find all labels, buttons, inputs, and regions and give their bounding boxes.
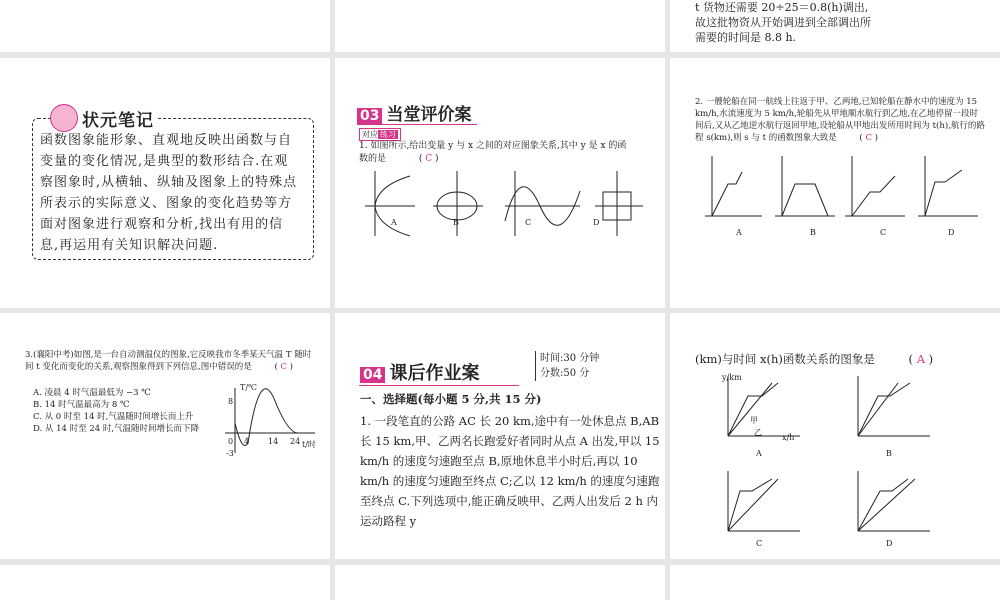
section-04-title: 04 课后作业案: [360, 359, 479, 385]
q1-option-c: C: [525, 218, 532, 227]
q2-option-d: D: [948, 228, 955, 237]
q2-option-c: C: [880, 228, 887, 237]
section-heading: 一、选择题(每小题 5 分,共 15 分): [360, 392, 542, 406]
homework-q1-graphs: [710, 371, 970, 551]
q1-option-d: D: [593, 218, 600, 227]
section-03-rule: [357, 124, 477, 125]
question-3: 3.(襄阳中考)如图,是一台自动测温仪的图象,它反映我市冬季某天气温 T 随时间 t 变化而变化的关系,观察图象得到下列信息,图中错误的是 ( C ): [25, 350, 312, 372]
graph-a-ylabel: y/km: [722, 373, 742, 382]
section-04-number: 04: [360, 367, 385, 383]
top-line-3: 需要的时间是 8.8 h.: [695, 31, 797, 44]
question-2-answer: C: [865, 133, 872, 143]
q3-tick-0: 0: [228, 437, 234, 446]
question-2: 2. 一艘轮船在同一航线上往返于甲、乙两地,已知轮船在静水中的速度为 15 km/h,水流速度为 5 km/h,轮船先从甲地顺水航行到乙地,在乙地停留一段时间后,又从乙地逆水航行返回甲地,设轮船从甲地出发所用时间为 t(h),航行的路程 s(km),则 s 与 t 的函数图象大致是 ( C ): [695, 97, 985, 143]
smiley-icon: [50, 104, 78, 132]
homework-question-1: 1. 一段笔直的公路 AC 长 20 km,途中有一处休息点 B,AB 长 15 km,甲、乙两名长跑爱好者同时从点 A 出发,甲以 15 km/h 的速度匀速跑至点 B,原地休息半小时后,再以 10 km/h 的速度匀速跑至终点 C;乙以 12 km/h 的速度匀速跑至终点 C.下列选项中,能正确反映甲、乙两人出发后 2 h 内运动路程 y: [360, 414, 660, 528]
graph-b-option: B: [886, 449, 892, 458]
panel-top-middle: [335, 0, 665, 52]
graph-a-yi: 乙: [754, 428, 762, 437]
note-text: 函数图象能形象、直观地反映出函数与自变量的变化情况,是典型的数形结合.在观察图象时,从横轴、纵轴及图象上的特殊点所表示的实际意义、图象的变化趋势等方面对图象进行观察和分析,找出有用的信息,再运用有关知识解决问题.: [40, 133, 298, 253]
panel-top-right: [670, 0, 1000, 52]
q2-option-b: B: [810, 228, 816, 237]
time-score-box: [535, 351, 599, 381]
practice-tag: 对应 练习: [359, 128, 401, 141]
q3-tick-4: 4: [244, 437, 250, 446]
panel-question-3: [0, 313, 330, 559]
panel-top-left: [0, 0, 330, 52]
top-line-2: 故这批物资从开始调进到全部调出所: [695, 16, 871, 29]
q1-option-a: A: [391, 218, 397, 227]
q3-tick-14: 14: [268, 437, 279, 446]
note-title: 状元笔记: [78, 106, 158, 131]
q3-tick-24: 24: [290, 437, 301, 446]
graph-d-option: D: [886, 539, 893, 548]
question-3-answer: C: [280, 362, 287, 372]
q1-continuation: (km)与时间 x(h)函数关系的图象是 ( A ): [695, 352, 934, 366]
panel-section-04: [335, 313, 665, 559]
time-limit: 时间:30 分钟: [540, 353, 600, 364]
q1-figures: [355, 166, 655, 246]
panel-bottom-left: [0, 565, 330, 600]
section-03-title: 03 当堂评价案: [357, 100, 471, 125]
homework-q1-answer: A: [916, 352, 925, 366]
graph-a-option: A: [756, 449, 762, 458]
section-03-number: 03: [357, 108, 382, 124]
q3-options: A. 凌晨 4 时气温最低为 −3 ℃ B. 14 时气温最高为 8 ℃ C. 从 0 时至 14 时,气温随时间增长而上升 D. 从 14 时至 24 时,气温随时间增长而下降: [33, 388, 200, 434]
panel-homework-graphs: [670, 313, 1000, 559]
q3-axis-y: T/℃: [240, 383, 257, 392]
q3-tick-8: 8: [228, 397, 234, 406]
q3-tick-neg3: -3: [226, 449, 234, 458]
graph-c-option: C: [756, 539, 763, 548]
q3-axis-x: t/时: [302, 440, 316, 449]
graph-a-jia: 甲: [750, 416, 758, 425]
panel-bottom-middle: [335, 565, 665, 600]
q2-figures: [700, 154, 990, 224]
panel-question-2: [670, 58, 1000, 308]
section-04-rule: [359, 385, 519, 386]
question-1-answer: C: [425, 154, 433, 164]
score-total: 分数:50 分: [540, 368, 590, 379]
q1-option-b: B: [453, 218, 459, 227]
panel-bottom-right: [670, 565, 1000, 600]
q2-option-a: A: [736, 228, 742, 237]
panel-section-03: [335, 58, 665, 308]
top-line-1: t 货物还需要 20÷25＝0.8(h)调出,: [695, 1, 869, 14]
question-1: 1. 如图所示,给出变量 y 与 x 之间的对应图象关系,其中 y 是 x 的函数的是 ( C ): [359, 141, 627, 164]
graph-a-xlabel: x/h: [782, 433, 795, 442]
